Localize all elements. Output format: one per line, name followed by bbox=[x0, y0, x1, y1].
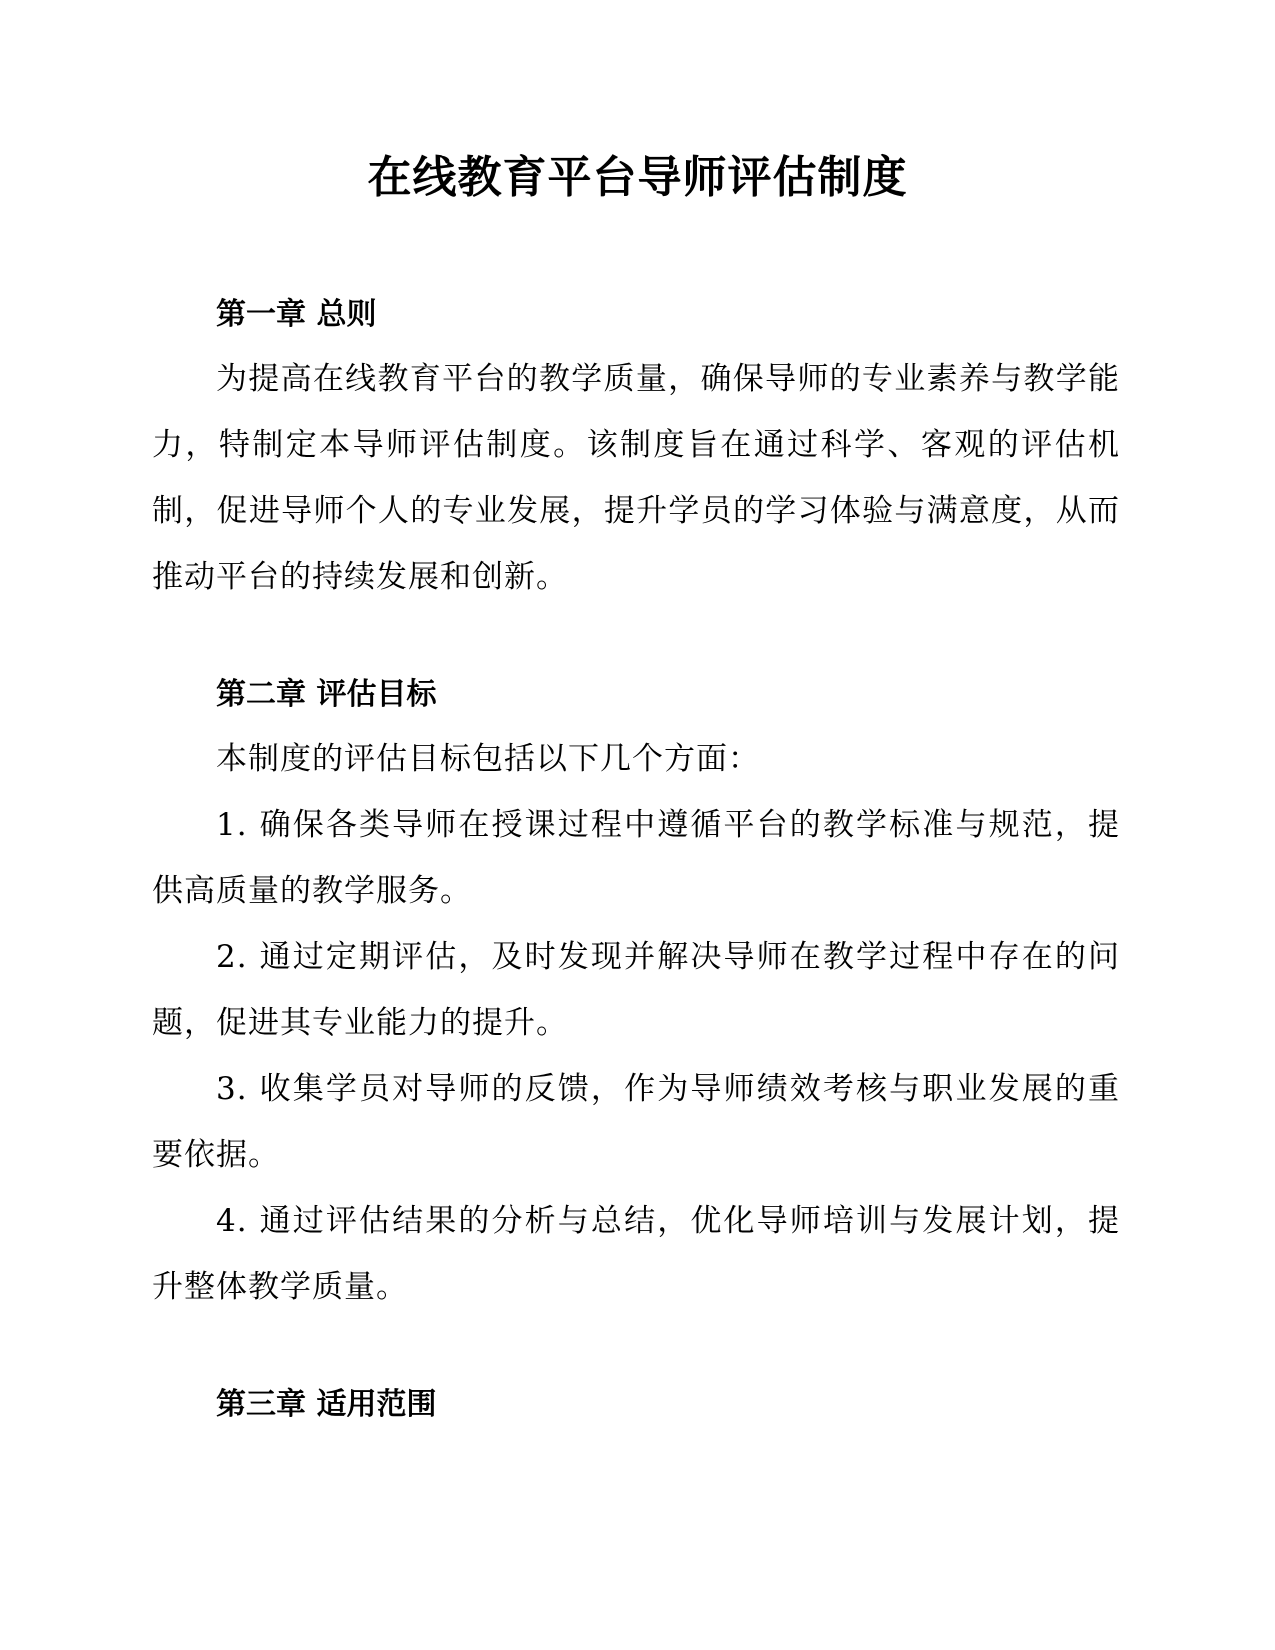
list-item: 2. 通过定期评估，及时发现并解决导师在教学过程中存在的问题，促进其专业能力的提升。 bbox=[152, 939, 1120, 1041]
chapter-3 bbox=[152, 1380, 1120, 1430]
chapter-heading: 第二章 评估目标 bbox=[216, 677, 437, 712]
paragraph: 本制度的评估目标包括以下几个方面： bbox=[216, 741, 760, 777]
chapter-1 bbox=[152, 290, 1120, 610]
list-item: 1. 确保各类导师在授课过程中遵循平台的教学标准与规范，提供高质量的教学服务。 bbox=[152, 807, 1120, 909]
chapter-heading: 第三章 适用范围 bbox=[216, 1387, 437, 1422]
document-title: 在线教育平台导师评估制度 bbox=[367, 152, 908, 203]
list-item: 4. 通过评估结果的分析与总结，优化导师培训与发展计划，提升整体教学质量。 bbox=[152, 1203, 1120, 1305]
document-body bbox=[152, 290, 1120, 1430]
chapter-heading: 第一章 总则 bbox=[216, 297, 377, 332]
paragraph: 为提高在线教育平台的教学质量，确保导师的专业素养与教学能力，特制定本导师评估制度。该制度旨在通过科学、客观的评估机制，促进导师个人的专业发展，提升学员的学习体验与满意度，从而推动平台的持续发展和创新。 bbox=[152, 361, 1120, 595]
chapter-2 bbox=[152, 670, 1120, 1320]
list-item: 3. 收集学员对导师的反馈，作为导师绩效考核与职业发展的重要依据。 bbox=[152, 1071, 1120, 1173]
